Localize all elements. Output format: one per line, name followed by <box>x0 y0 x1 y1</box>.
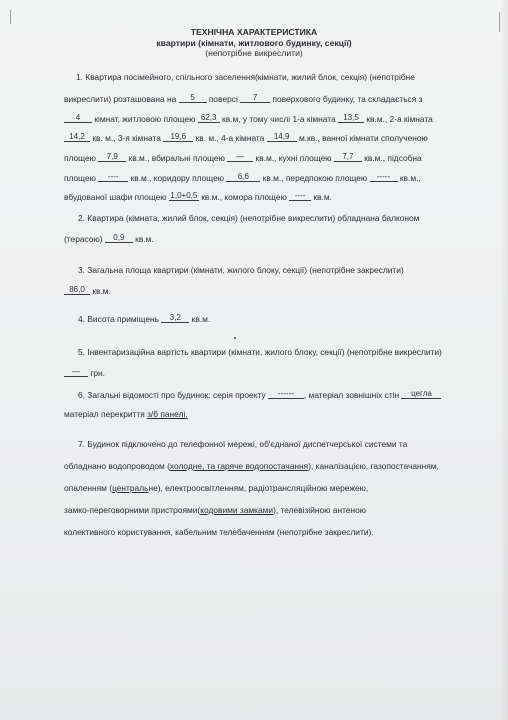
bath-area-value: 7,9 <box>98 152 126 162</box>
inventory-value: — <box>64 367 88 377</box>
rooms-value: 4 <box>64 113 92 123</box>
balcony-area-value: 0,9 <box>105 233 133 243</box>
aux-area-value: ---- <box>98 172 128 182</box>
document-subtitle: квартири (кімнати, житлового будинку, секції) <box>156 37 352 48</box>
item1-line6: площею ---- кв.м., коридору площею 6,6 кв.м., передпокою площею ----- кв.м., <box>64 172 421 183</box>
item6-line2: матеріал перекриття з/б панелі. <box>64 409 188 419</box>
corridor-area-value: 6,6 <box>226 172 260 182</box>
item7-line2: обладнано водопроводом (холодне, та гаряче водопостачання), каналізацією, газопостачанням, <box>64 461 439 471</box>
page-edge-shadow <box>500 0 508 720</box>
item1-line1: 1. Квартира посімейного, спільного заселення(кімнати, жилий блок, секція) (непотрібне <box>76 72 415 82</box>
wc-area-value: — <box>227 152 253 162</box>
storage-area-value: ---- <box>289 191 311 201</box>
kitchen-area-value: 7,7 <box>334 152 362 162</box>
item5-line1: 5. Інвентаризаційна вартість квартири (кімнати, жилого блоку, секції) (непотрібне викреслити) <box>78 347 442 357</box>
item7-line3: опаленням (центральне), електроосвітленням, радіотрансляційною мережею, <box>64 483 369 493</box>
item3-line2: 86,0 кв.м. <box>64 286 111 297</box>
room3-value: 19,6 <box>163 132 193 142</box>
document-header <box>0 27 508 59</box>
document-title: ТЕХНІЧНА ХАРАКТЕРИСТИКА <box>190 27 318 37</box>
closet-area-value: 1,0+0,5 <box>170 191 198 200</box>
living-area-value: 62,3 <box>198 113 220 123</box>
room2-value: 14,2 <box>64 132 90 142</box>
floors-total-value: 7 <box>240 93 270 103</box>
hall-area-value: ----- <box>370 172 398 182</box>
item2-line1: 2. Квартира (кімната, жилий блок, секція) (непотрібне викреслити) обладнана балконом <box>78 213 420 223</box>
item1-line3: 4 кімнат, житловою площею 62,3 кв.м, у тому числі 1-а кімната 13,5 кв.м., 2-а кімната <box>64 114 433 125</box>
document-note: (непотрібне викреслити) <box>205 48 303 58</box>
item1-line4: 14,2 кв. м., 3-я кімната 19,6 кв. м., 4-а кімната 14,9 м.кв., ванної кімнати сполученою <box>64 133 428 144</box>
item5-line2: — грн. <box>64 368 105 379</box>
slab-value: з/б панелі. <box>147 409 188 419</box>
item6-line1: 6. Загальні відомості про будинок: серія проекту ------ , матеріал зовнішніх стін цегла <box>78 390 441 401</box>
room1-value: 13,5 <box>338 113 364 123</box>
scan-mark <box>10 10 17 24</box>
series-value: ------ <box>268 389 304 399</box>
item7-line1: 7. Будинок підключено до телефонної мережі, об'єднаної диспетчерської системи та <box>78 439 408 449</box>
floor-value: 5 <box>179 93 207 103</box>
stray-dot <box>234 337 236 339</box>
item7-line4: замко-переговорними пристроями(кодовими замками), телевізійною антеною <box>64 505 367 515</box>
item7-line5: колективного користування, кабельним телебаченням (непотрібне закреслити). <box>64 527 374 537</box>
item1-line5: площею 7,9 кв.м., вбиральні площею — кв.м., кухні площею 7,7 кв.м., підсобна <box>64 152 422 163</box>
height-value: 3,2 <box>161 313 189 323</box>
item1-line2: викреслити) розташована на 5 поверсі 7 поверхового будинку, та складається з <box>64 93 423 104</box>
item3-line1: 3. Загальна площа квартири (кімнати, жилого блоку, секції) (непотрібне закреслити) <box>78 265 404 275</box>
item4-line1: 4. Висота приміщень 3,2 кв.м. <box>78 313 211 324</box>
wall-material-value: цегла <box>401 389 441 399</box>
item2-line2: (терасою) 0,9 кв.м. <box>64 233 154 244</box>
room4-value: 14,9 <box>267 132 297 142</box>
total-area-value: 86,0 <box>64 285 90 295</box>
item1-line7: вбудованої шафи площею 1,0+0,5 кв.м., комора площею ---- кв.м. <box>64 191 332 202</box>
